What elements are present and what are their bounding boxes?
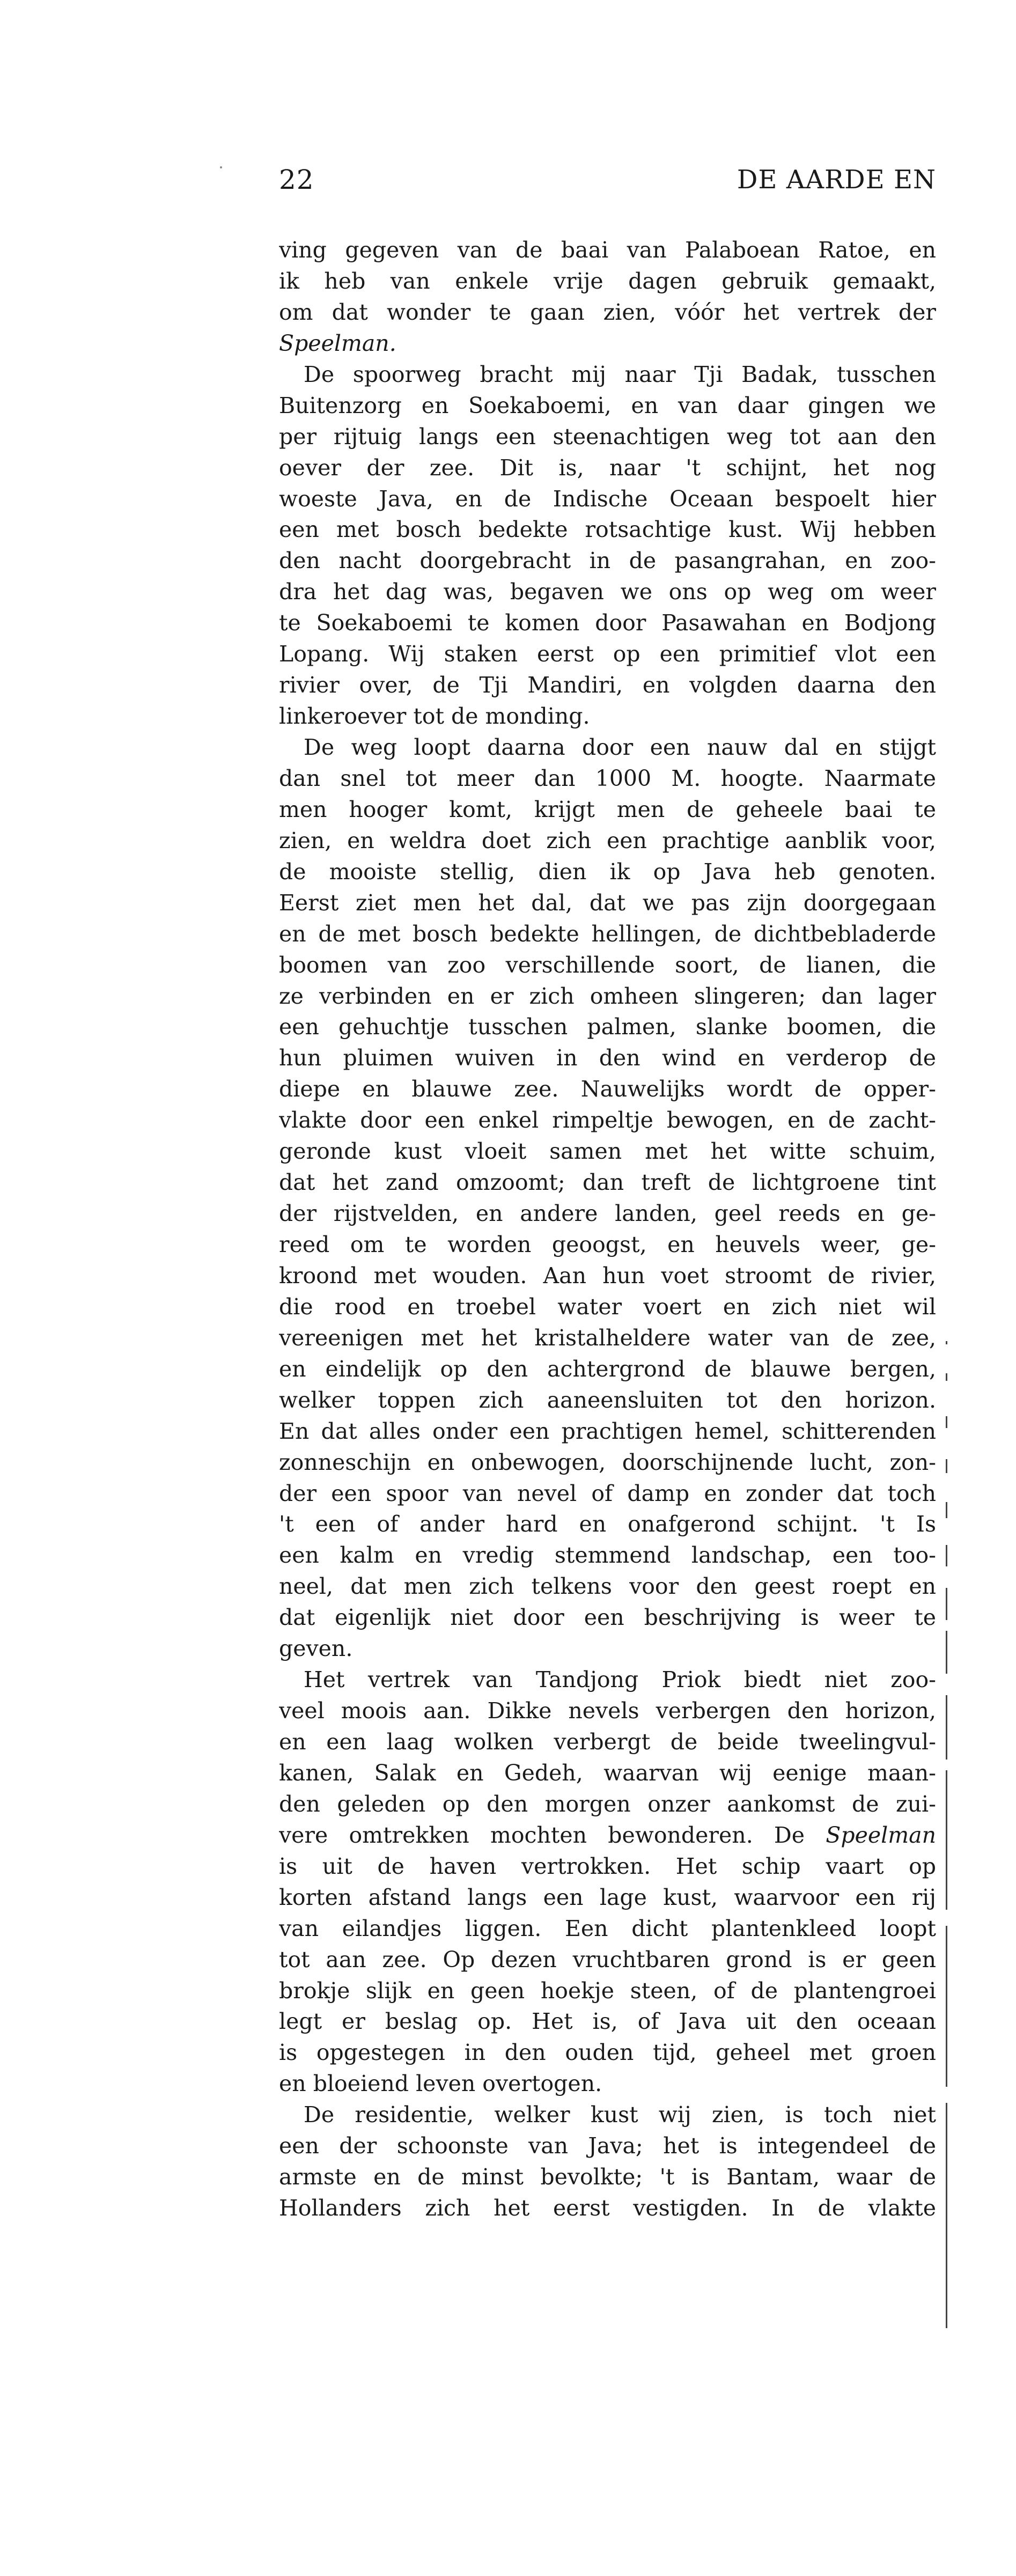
text-line: legt er beslag op. Het is, of Java uit den oceaan: [279, 2008, 936, 2035]
text-line: Buitenzorg en Soekaboemi, en van daar gingen we: [279, 392, 936, 418]
text-line: kroond met wouden. Aan hun voet stroomt de rivier,: [279, 1262, 936, 1289]
text-line: welker toppen zich aaneensluiten tot den horizon.: [279, 1387, 936, 1413]
text-line: boomen van zoo verschillende soort, de lianen, die: [279, 952, 936, 978]
binding-edge-mark: [946, 1459, 947, 1473]
text-line: zien, en weldra doet zich een prachtige aanblik voor,: [279, 827, 936, 853]
text-line: ving gegeven van de baai van Palaboean Ratoe, en: [279, 237, 936, 263]
text-line: Lopang. Wij staken eerst op een primitief vlot een: [279, 641, 936, 667]
text-line: geronde kust vloeit samen met het witte schuim,: [279, 1138, 936, 1165]
text-line: den nacht doorgebracht in de pasangrahan, en zoo-: [279, 548, 936, 574]
ship-name: Speelman: [826, 1822, 936, 1848]
text-line: geven.: [279, 1636, 353, 1662]
text-line: De spoorweg bracht mij naar Tji Badak, tusschen: [304, 361, 936, 387]
text-line: dat eigenlijk niet door een beschrijving is weer te: [279, 1605, 936, 1631]
binding-edge-mark: [946, 1770, 947, 1910]
running-title: DE AARDE EN: [737, 165, 936, 195]
text-line: korten afstand langs een lage kust, waarvoor een rij: [279, 1884, 936, 1910]
text-line: en eindelijk op den achtergrond de blauwe bergen,: [279, 1356, 936, 1382]
text-line: veel moois aan. Dikke nevels verbergen den horizon,: [279, 1698, 936, 1724]
text-line: linkeroever tot de monding.: [279, 703, 590, 730]
text-line: tot aan zee. Op dezen vruchtbaren grond is er geen: [279, 1946, 936, 1973]
body-text: [279, 235, 936, 2224]
text-line: en de met bosch bedekte hellingen, de dichtbebladerde: [279, 921, 936, 947]
text-line: der een spoor van nevel of damp en zonder dat toch: [279, 1480, 936, 1506]
text-line: dra het dag was, begaven we ons op weg om weer: [279, 579, 936, 605]
stray-mark: [220, 166, 222, 168]
page-header: [279, 161, 936, 198]
text-line: dat het zand omzoomt; dan treft de lichtgroene tint: [279, 1169, 936, 1196]
binding-edge-mark: [946, 1545, 947, 1566]
text-line: den geleden op den morgen onzer aankomst de zui-: [279, 1791, 936, 1817]
text-line: van eilandjes liggen. Een dicht plantenkleed loopt: [279, 1915, 936, 1941]
binding-edge-mark: [946, 1588, 947, 1620]
text-line: De residentie, welker kust wij zien, is toch niet: [304, 2102, 936, 2128]
text-line: die rood en troebel water voert en zich niet wil: [279, 1293, 936, 1320]
text-line: Het vertrek van Tandjong Priok biedt niet zoo-: [304, 1667, 936, 1693]
text-line: brokje slijk en geen hoekje steen, of de plantengroei: [279, 1977, 936, 2004]
text-line: Eerst ziet men het dal, dat we pas zijn doorgegaan: [279, 889, 936, 916]
text-line: een met bosch bedekte rotsachtige kust. Wij hebben: [279, 517, 936, 543]
text-line: De weg loopt daarna door een nauw dal en stijgt: [304, 734, 936, 760]
binding-edge-mark: [946, 1695, 947, 1760]
text-line: is opgestegen in den ouden tijd, geheel met groen: [279, 2040, 936, 2066]
text-line: en een laag wolken verbergt de beide tweelingvul-: [279, 1729, 936, 1755]
text-line: de mooiste stellig, dien ik op Java heb genoten.: [279, 858, 936, 885]
text-line: rivier over, de Tji Mandiri, en volgden daarna den: [279, 672, 936, 698]
text-line: reed om te worden geoogst, en heuvels weer, ge-: [279, 1232, 936, 1257]
text-line: 't een of ander hard en onafgerond schijnt. 't Is: [279, 1511, 936, 1537]
text-line: en bloeiend leven overtogen.: [279, 2071, 602, 2097]
text-line: is uit de haven vertrokken. Het schip vaart op: [279, 1853, 936, 1879]
page-number: 22: [279, 164, 314, 195]
binding-edge-mark: [946, 1416, 947, 1428]
text-line: een kalm en vredig stemmend landschap, een too-: [279, 1542, 936, 1569]
binding-edge-mark: [946, 1631, 947, 1674]
binding-edge-mark: [946, 1502, 947, 1518]
binding-edge-mark: [946, 1341, 947, 1344]
text-line: Hollanders zich het eerst vestigden. In de vlakte: [279, 2195, 936, 2221]
text-line: kanen, Salak en Gedeh, waarvan wij eenige maan-: [279, 1760, 936, 1786]
text-line: een der schoonste van Java; het is integendeel de: [279, 2133, 936, 2159]
text-line: men hooger komt, krijgt men de geheele baai te: [279, 796, 936, 822]
text-line: neel, dat men zich telkens voor den geest roept en: [279, 1573, 936, 1600]
text-line: een gehuchtje tusschen palmen, slanke boomen, die: [279, 1014, 936, 1040]
text-line: armste en de minst bevolkte; 't is Bantam, waar de: [279, 2164, 936, 2190]
text-line: om dat wonder te gaan zien, vóór het vertrek der: [279, 299, 936, 325]
text-line: oever der zee. Dit is, naar 't schijnt, het nog: [279, 454, 936, 481]
text-line: woeste Java, en de Indische Oceaan bespoelt hier: [279, 485, 936, 512]
text-line: dan snel tot meer dan 1000 M. hoogte. Naarmate: [279, 765, 936, 791]
binding-edge-mark: [946, 1373, 947, 1381]
text-line: der rijstvelden, en andere landen, geel reeds en ge-: [279, 1201, 936, 1227]
text-line: hun pluimen wuiven in den wind en verderop de: [279, 1045, 936, 1071]
text-line: En dat alles onder een prachtigen hemel, schitterenden: [279, 1418, 936, 1444]
binding-edge-mark: [946, 1926, 947, 2087]
text-line: ze verbinden en er zich omheen slingeren; dan lager: [279, 983, 936, 1009]
text-line: zonneschijn en onbewogen, doorschijnende lucht, zon-: [279, 1449, 936, 1475]
text-line: vere omtrekken mochten bewonderen. De Speelman: [279, 1822, 936, 1848]
text-line: Speelman.: [279, 330, 396, 356]
text-line: ik heb van enkele vrije dagen gebruik gemaakt,: [279, 268, 936, 294]
text-line: diepe en blauwe zee. Nauwelijks wordt de opper-: [279, 1076, 936, 1102]
binding-edge-mark: [946, 2103, 947, 2328]
text-line: te Soekaboemi te komen door Pasawahan en Bodjong: [279, 610, 936, 636]
text-line: vereenigen met het kristalheldere water van de zee,: [279, 1324, 936, 1351]
text-line: vlakte door een enkel rimpeltje bewogen, en de zacht-: [279, 1107, 936, 1134]
text-line: per rijtuig langs een steenachtigen weg tot aan den: [279, 423, 936, 450]
